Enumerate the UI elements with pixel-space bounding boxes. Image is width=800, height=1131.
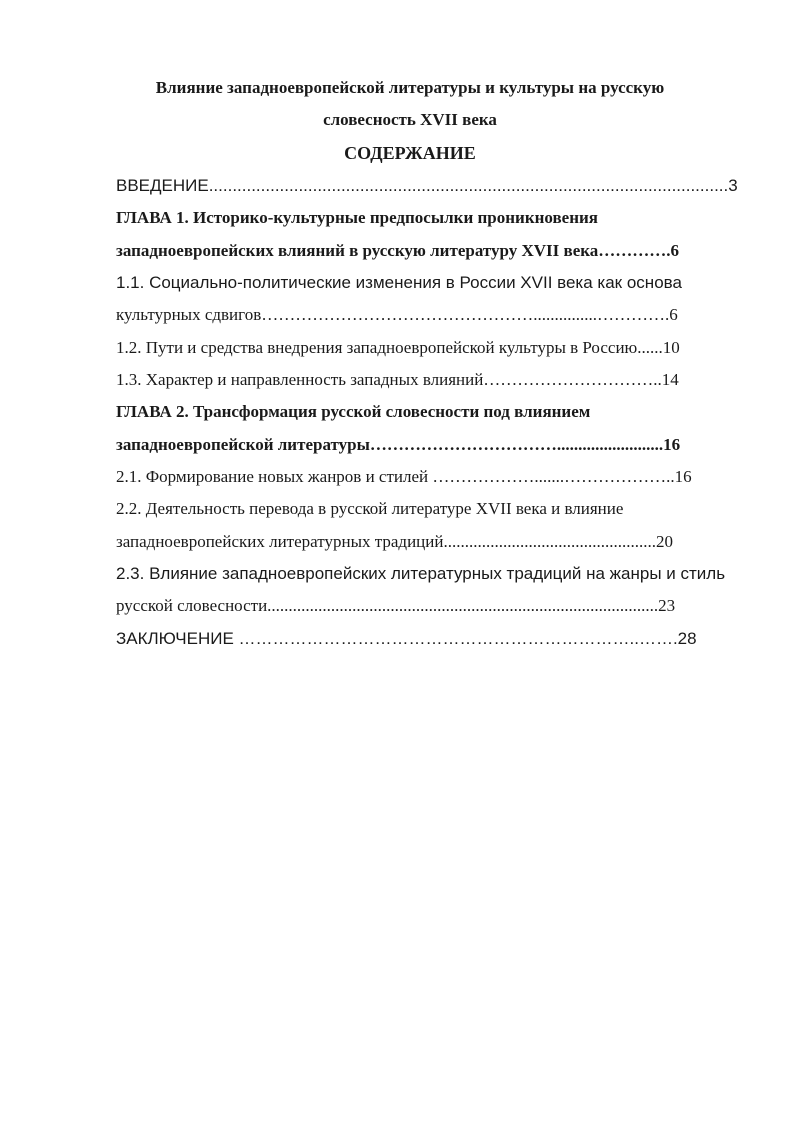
toc-heading: СОДЕРЖАНИЕ: [344, 143, 476, 163]
document-title-line-1: Влияние западноевропейской литературы и культуры на русскую: [155, 78, 665, 97]
document-title-line-2: словесность XVII века: [323, 110, 497, 129]
toc-entry-1-1-line-2: культурных сдвигов…………………………………………...............………….6: [116, 305, 678, 324]
toc-entry-2-3-line-2: русской словесности............................................................................................23: [116, 596, 676, 615]
toc-entry-1-1-line-1: 1.1. Социально-политические изменения в России XVII века как основа: [116, 273, 682, 292]
toc-entry-conclusion: ЗАКЛЮЧЕНИЕ ……………………………………………………………..…….28: [116, 629, 697, 648]
toc-entry-2-2-line-1: 2.2. Деятельность перевода в русской литературе XVII века и влияние: [116, 499, 624, 518]
toc-entry-chapter-2-line-1: ГЛАВА 2. Трансформация русской словесности под влиянием: [116, 402, 591, 421]
toc-entry-1-3: 1.3. Характер и направленность западных влияний…………………………..14: [116, 370, 679, 389]
toc-entry-chapter-2-line-2: западноевропейской литературы…………………………….........................16: [116, 435, 681, 454]
toc-entry-2-2-line-2: западноевропейских литературных традиций..................................................20: [116, 532, 673, 551]
toc-entry-introduction: ВВЕДЕНИЕ..............................................................................................................3: [116, 176, 738, 195]
toc-entry-chapter-1-line-2: западноевропейских влияний в русскую литературу XVII века………….6: [116, 241, 680, 260]
toc-entry-1-2: 1.2. Пути и средства внедрения западноевропейской культуры в Россию......10: [116, 338, 680, 357]
toc-entry-chapter-1-line-1: ГЛАВА 1. Историко-культурные предпосылки проникновения: [116, 208, 599, 227]
toc-entry-2-3-line-1: 2.3. Влияние западноевропейских литературных традиций на жанры и стиль: [116, 564, 726, 583]
toc-entry-2-1: 2.1. Формирование новых жанров и стилей ……………….......………………..16: [116, 467, 692, 486]
